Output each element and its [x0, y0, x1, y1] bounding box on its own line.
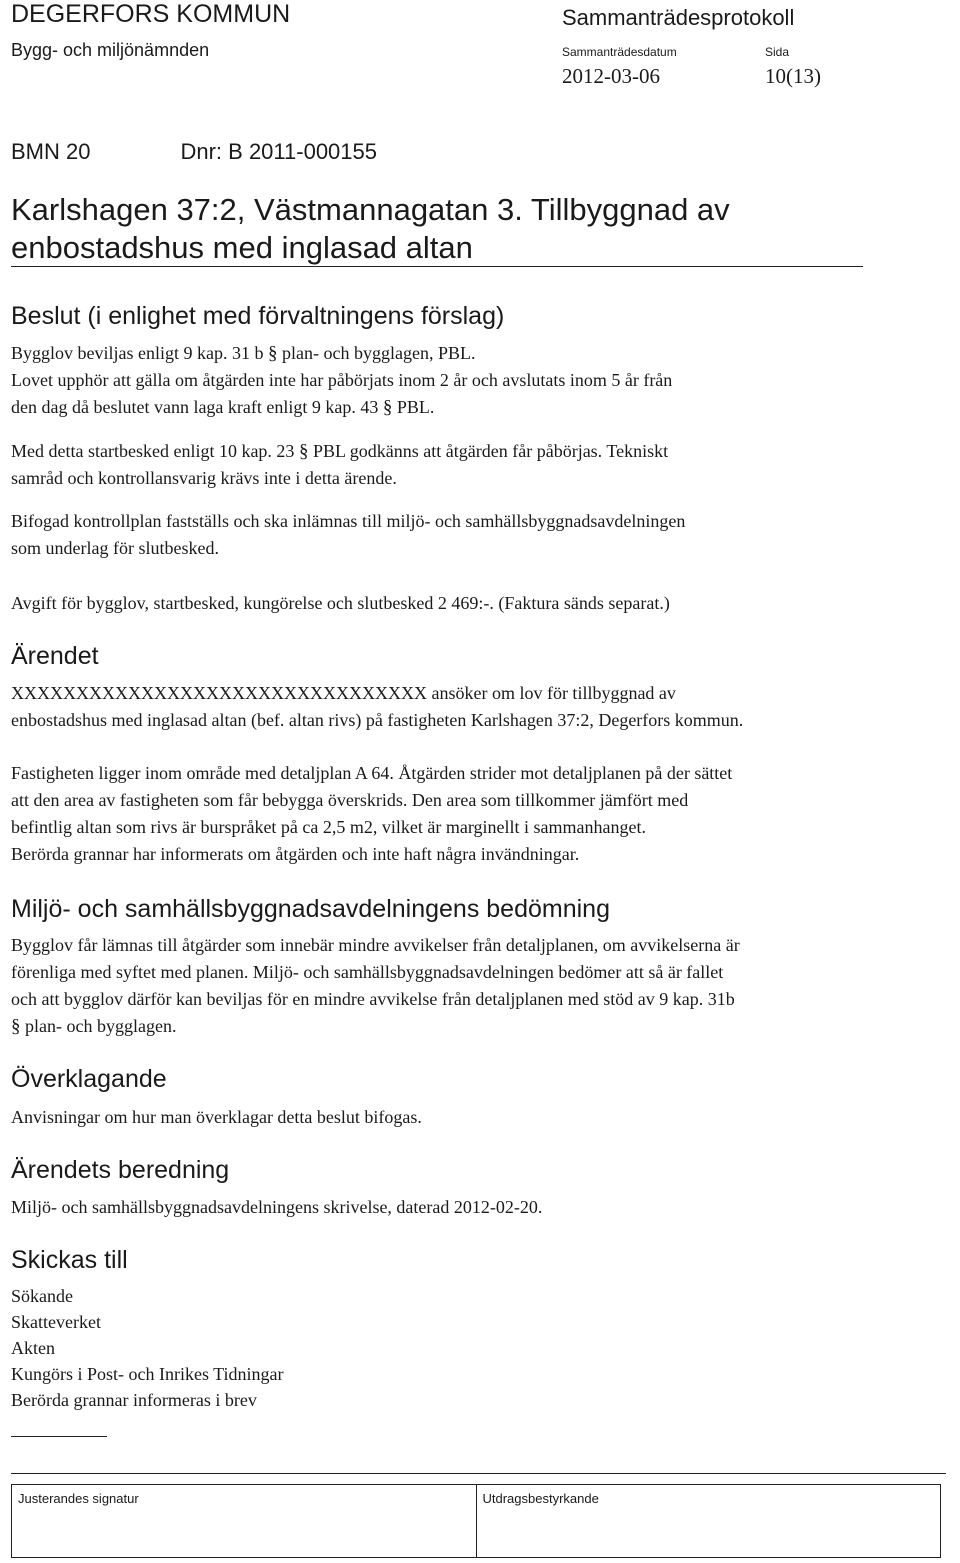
decision-text: som underlag för slutbesked.: [11, 538, 219, 558]
preparation-text: [11, 1194, 946, 1221]
case-text: befintlig altan som rivs är burspråket på ca 2,5 m2, vilket är marginellt i sammanhanget.: [11, 817, 646, 837]
decision-fee: [11, 590, 946, 617]
department-name: Bygg- och miljönämnden: [11, 40, 210, 60]
section-symbol: §: [382, 397, 393, 418]
appeal-text-line: Anvisningar om hur man överklagar detta beslut bifogas.: [11, 1107, 422, 1127]
case-text: att den area av fastigheten som får bebygga överskrids. Den area som tillkommer jämfört med: [11, 790, 689, 810]
distribution-item: Skatteverket: [11, 1312, 101, 1332]
assessment-text: plan- och bygglagen.: [25, 1016, 177, 1036]
case-text: Berörda grannar har informerats om åtgärden och inte haft några invändningar.: [11, 844, 580, 864]
assessment-paragraph: [11, 932, 946, 1040]
case-text: ansöker om lov för tillbyggnad av: [431, 683, 676, 703]
distribution-item: Berörda grannar informeras i brev: [11, 1390, 257, 1410]
distribution-list: [11, 1283, 946, 1413]
decision-text: PBL godkänns att åtgärden får påbörjas. Tekniskt: [312, 441, 669, 461]
decision-paragraph-3: [11, 508, 946, 562]
page-number: 10(13): [765, 64, 821, 88]
assessment-text: och att bygglov därför kan beviljas för en mindre avvikelse från detaljplanen med stöd av 9 kap. 31b: [11, 989, 735, 1009]
title-divider: [11, 266, 863, 267]
case-title: Karlshagen 37:2, Västmannagatan 3. Tillbyggnad av enbostadshus med inglasad altan: [11, 192, 730, 265]
case-text: Fastigheten ligger inom område med detaljplan A 64. Åtgärden strider mot detaljplanen på der sättet: [11, 763, 733, 783]
section-symbol: §: [298, 441, 309, 462]
distribution-heading: Skickas till: [11, 1246, 128, 1274]
decision-text: plan- och bygglagen, PBL.: [281, 343, 476, 363]
decision-paragraph-2: [11, 438, 946, 492]
applicant-name-redacted: XXXXXXXXXXXXXXXXXXXXXXXXXXXXXXXX: [11, 683, 427, 703]
document-type: Sammanträdesprotokoll: [562, 5, 795, 30]
decision-text: Avgift för bygglov, startbesked, kungörelse och slutbesked 2 469:-. (Faktura sänds separat.): [11, 593, 670, 613]
decision-text: Med detta startbesked enligt 10 kap. 23: [11, 441, 295, 461]
decision-paragraph-1: [11, 340, 946, 421]
case-paragraph-1: [11, 680, 946, 734]
end-marker-line: [11, 1436, 107, 1437]
page-label: Sida: [765, 45, 790, 59]
distribution-item: Akten: [11, 1338, 55, 1358]
decision-text: Lovet upphör att gälla om åtgärden inte har påbörjats inom 2 år och avslutats inom 5 år från: [11, 370, 673, 390]
decision-text: den dag då beslutet vann laga kraft enligt 9 kap. 43: [11, 397, 379, 417]
meeting-date: 2012-03-06: [562, 64, 660, 88]
appeal-heading: Överklagande: [11, 1065, 167, 1093]
assessment-heading: Miljö- och samhällsbyggnadsavdelningens bedömning: [11, 895, 610, 923]
assessment-text: förenliga med syftet med planen. Miljö- och samhällsbyggnadsavdelningen bedömer att så är fallet: [11, 962, 724, 982]
preparation-heading: Ärendets beredning: [11, 1156, 230, 1184]
case-heading: Ärendet: [11, 642, 99, 670]
distribution-item: Kungörs i Post- och Inrikes Tidningar: [11, 1364, 284, 1384]
appeal-text: [11, 1104, 946, 1131]
organization-name: DEGERFORS KOMMUN: [11, 0, 291, 28]
decision-text: PBL.: [396, 397, 435, 417]
section-symbol: §: [267, 343, 278, 364]
case-paragraph-2: [11, 760, 946, 868]
section-symbol: §: [11, 1016, 21, 1037]
extract-cell: [477, 1485, 941, 1557]
preparation-text-line: Miljö- och samhällsbyggnadsavdelningens skrivelse, daterad 2012-02-20.: [11, 1197, 543, 1217]
decision-text: samråd och kontrollansvarig krävs inte i detta ärende.: [11, 468, 397, 488]
dnr-number: Dnr: B 2011-000155: [180, 139, 377, 164]
decision-text: Bygglov beviljas enligt 9 kap. 31 b: [11, 343, 264, 363]
decision-text: Bifogad kontrollplan fastställs och ska inlämnas till miljö- och samhällsbyggnadsavdelningen: [11, 511, 686, 531]
signature-label: Justerandes signatur: [18, 1491, 139, 1506]
decision-heading: Beslut (i enlighet med förvaltningens förslag): [11, 302, 505, 330]
distribution-item: Sökande: [11, 1286, 73, 1306]
signature-table: [11, 1484, 941, 1558]
extract-label: Utdragsbestyrkande: [482, 1491, 599, 1506]
meeting-date-label: Sammanträdesdatum: [562, 45, 677, 59]
assessment-text: Bygglov får lämnas till åtgärder som innebär mindre avvikelser från detaljplanen, om avvikelserna är: [11, 935, 740, 955]
bmn-number: BMN 20: [11, 139, 91, 164]
case-text: enbostadshus med inglasad altan (bef. altan rivs) på fastigheten Karlshagen 37:2, Degerfors kommun.: [11, 710, 744, 730]
footer-divider: [11, 1473, 946, 1474]
signature-cell: [12, 1485, 477, 1557]
case-reference: [11, 139, 377, 165]
